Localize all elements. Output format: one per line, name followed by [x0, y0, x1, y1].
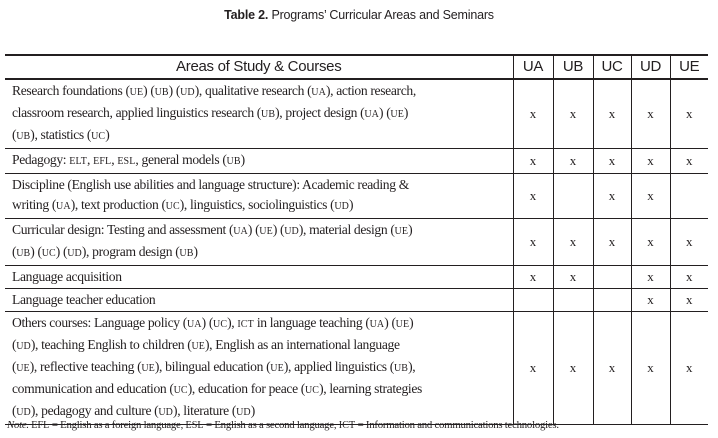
abbreviation: UB: [154, 87, 169, 98]
abbreviation: UD: [16, 341, 31, 352]
note-label: Note.: [7, 419, 29, 431]
mark-ud: x: [631, 174, 670, 219]
header-ua: UA: [513, 55, 553, 79]
mark-ud: x: [631, 219, 670, 266]
course-cell: [5, 219, 513, 266]
course-text-line: Language acquisition: [12, 269, 122, 284]
mark-ub: [553, 289, 593, 312]
abbreviation: UD: [16, 407, 31, 418]
abbreviation: UE: [191, 341, 205, 352]
abbreviation: UC: [304, 385, 320, 396]
abbreviation: UD: [334, 201, 350, 212]
mark-ua: x: [513, 149, 553, 174]
course-cell: [5, 312, 513, 425]
mark-uc: x: [593, 312, 631, 425]
course-text-line: Pedagogy: ELT, EFL, ESL, general models (UB): [12, 152, 245, 167]
mark-ub: x: [553, 266, 593, 289]
abbreviation: UC: [91, 131, 106, 142]
mark-uc: x: [593, 149, 631, 174]
mark-ub: x: [553, 79, 593, 149]
table-row: [5, 149, 708, 174]
abbreviation: UE: [395, 319, 410, 330]
course-cell: [5, 149, 513, 174]
course-cell: [5, 174, 513, 219]
mark-ub: x: [553, 149, 593, 174]
abbreviation: UA: [56, 201, 71, 212]
abbreviation: UB: [16, 131, 31, 142]
mark-ue: x: [670, 266, 708, 289]
abbreviation: UD: [67, 248, 82, 259]
curricular-areas-table: [5, 54, 708, 425]
abbreviation: ELT: [69, 156, 88, 167]
course-text-line: Others courses: Language policy (UA) (UC), ICT in language teaching (UA) (UE): [12, 315, 414, 330]
abbreviation: UB: [179, 248, 194, 259]
mark-ud: x: [631, 149, 670, 174]
abbreviation: UD: [180, 87, 195, 98]
abbreviation: UB: [393, 363, 409, 374]
course-text-line: (UE), reflective teaching (UE), bilingual education (UE), applied linguistics (UB),: [12, 359, 416, 374]
abbreviation: UE: [390, 109, 404, 120]
mark-ud: x: [631, 289, 670, 312]
header-ub: UB: [553, 55, 593, 79]
course-text-line: (UB), statistics (UC): [12, 127, 110, 142]
table-row: [5, 289, 708, 312]
mark-ue: x: [670, 289, 708, 312]
abbreviation: UE: [141, 363, 155, 374]
mark-ud: x: [631, 312, 670, 425]
abbreviation: UE: [394, 226, 409, 237]
course-text-line: writing (UA), text production (UC), linguistics, sociolinguistics (UD): [12, 197, 354, 212]
header-ud: UD: [631, 55, 670, 79]
mark-ub: x: [553, 312, 593, 425]
mark-ua: x: [513, 219, 553, 266]
abbreviation: UA: [233, 226, 248, 237]
mark-uc: x: [593, 219, 631, 266]
table-row: [5, 266, 708, 289]
table-row: [5, 219, 708, 266]
abbreviation: ICT: [338, 420, 356, 431]
mark-ua: x: [513, 312, 553, 425]
header-areas: Areas of Study & Courses: [176, 58, 342, 75]
abbreviation: UE: [259, 226, 273, 237]
mark-uc: [593, 289, 631, 312]
mark-ua: [513, 289, 553, 312]
abbreviation: UD: [284, 226, 299, 237]
course-text-line: Discipline (English use abilities and language structure): Academic reading &: [12, 177, 409, 192]
abbreviation: UE: [129, 87, 144, 98]
mark-ua: x: [513, 79, 553, 149]
course-text-line: (UB) (UC) (UD), program design (UB): [12, 244, 198, 259]
abbreviation: ESL: [185, 420, 204, 431]
abbreviation: UD: [158, 407, 174, 418]
abbreviation: UC: [213, 319, 228, 330]
course-text-line: Curricular design: Testing and assessment (UA) (UE) (UD), material design (UE): [12, 222, 413, 237]
abbreviation: UD: [236, 407, 251, 418]
abbreviation: UA: [311, 87, 326, 98]
table-title: Programs’ Curricular Areas and Seminars: [271, 8, 494, 22]
abbreviation: UE: [16, 363, 30, 374]
header-row: [5, 55, 708, 79]
abbreviation: UB: [261, 109, 276, 120]
abbreviation: UA: [369, 319, 385, 330]
mark-uc: [593, 266, 631, 289]
table-row: [5, 174, 708, 219]
abbreviation: UC: [165, 201, 180, 212]
abbreviation: UC: [41, 248, 56, 259]
mark-ue: x: [670, 219, 708, 266]
mark-ue: [670, 174, 708, 219]
abbreviation: UA: [364, 109, 379, 120]
table-row: [5, 79, 708, 149]
course-text-line: communication and education (UC), education for peace (UC), learning strategies: [12, 381, 422, 396]
mark-ue: x: [670, 149, 708, 174]
table-caption: [0, 7, 718, 23]
table-note: [7, 418, 559, 433]
course-text-line: Research foundations (UE) (UB) (UD), qualitative research (UA), action research,: [12, 83, 416, 98]
abbreviation: ESL: [117, 156, 136, 167]
course-cell: [5, 266, 513, 289]
course-text-line: classroom research, applied linguistics research (UB), project design (UA) (UE): [12, 105, 409, 120]
course-text-line: (UD), teaching English to children (UE), English as an international language: [12, 337, 400, 352]
course-cell: [5, 79, 513, 149]
mark-ub: [553, 174, 593, 219]
course-text-line: (UD), pedagogy and culture (UD), literature (UD): [12, 403, 255, 418]
abbreviation: ICT: [237, 319, 254, 330]
mark-ue: x: [670, 79, 708, 149]
abbreviation: UB: [226, 156, 241, 167]
table-row: [5, 312, 708, 425]
mark-ud: x: [631, 79, 670, 149]
abbreviation: UE: [270, 363, 284, 374]
course-text-line: Language teacher education: [12, 292, 156, 307]
abbreviation: UB: [16, 248, 31, 259]
course-cell: [5, 289, 513, 312]
mark-ua: x: [513, 266, 553, 289]
mark-ub: x: [553, 219, 593, 266]
mark-uc: x: [593, 79, 631, 149]
note-text: EFL = English as a foreign language, ESL = English as a second language, ICT = Information and communications technologies.: [31, 419, 559, 431]
mark-ud: x: [631, 266, 670, 289]
mark-ua: x: [513, 174, 553, 219]
abbreviation: EFL: [31, 420, 50, 431]
mark-uc: x: [593, 174, 631, 219]
mark-ue: x: [670, 312, 708, 425]
abbreviation: EFL: [93, 156, 112, 167]
header-ue: UE: [670, 55, 708, 79]
header-uc: UC: [593, 55, 631, 79]
abbreviation: UA: [186, 319, 202, 330]
table-number: Table 2.: [224, 8, 269, 22]
abbreviation: UC: [173, 385, 188, 396]
